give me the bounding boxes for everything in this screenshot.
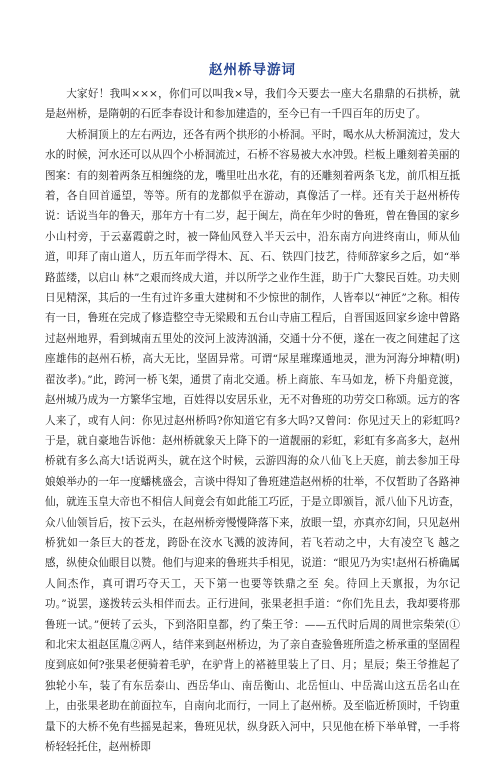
- paragraph-intro: 大家好！我叫×××，你们可以叫我×导，我们今天要去一座大名鼎鼎的石拱桥，就是赵州桥，是隋朝的石匠李春设计和参加建造的，至今已有一千四百年的历史了。: [45, 88, 460, 121]
- paragraph-body: 大桥洞顶上的左右两边，还各有两个拱形的小桥洞。平时，喝水从大桥洞流过，发大水的时候，河水还可以从四个小桥洞流过，石桥不容易被大水冲毁。栏板上雕刻着美丽的图案：有的刻着两条互相缠绕的龙，嘴里吐出水花，有的还雕刻着两条飞龙，前爪相互抵着，各自回首遥望，等等。所有的龙都似乎在游动，真像活了一样。还有关于赵州桥传说：话说当年的鲁天，那年方十有二岁，起于闽左，尚在年少时的鲁班，曾在鲁国的家乡小山村旁，于云嘉霞蔚之时，被一降仙风登入半天云中，沿东南方向进终南山，师从仙道，叩拜了南山道人，历五年而学得木、瓦、石、铁四门技艺，待师辞家乡之后，如“举路蓝缕，以启山 林”之艰而终成大道，并以所学之业作生涯，助于广大黎民百姓。功夫则日见精深，其后的一生有过许多重大建树和不少惊世的制作，人皆奉以“神匠”之称。相传有一日，鲁班在完成了修造整空寺无梁殿和五台山寺庙工程后，自晋国返回家乡途中曾路过赵州地界，看到城南五里处的洨河上波涛汹涌，交通十分不便，遂在一夜之间建起了这座雄伟的赵州石桥，高大无比，坚固异常。可谓“尿星璀璨通地灵，泄为河海分坤精(明)翟汝孝)。”此，跨河一桥飞架，通贯了南北交通。桥上商旅、车马如龙，桥下舟船竞渡，赵州城乃成为一方繁华宝地，百姓得以安居乐业，无不对鲁班的功劳交口称颂。远方的客人来了，或有人问：你见过赵州桥吗?你知道它有多大吗?又曾问：你见过天上的彩虹吗?于是，就自豪地告诉他：赵州桥就象天上降下的一道靓丽的彩虹，彩虹有多高多大，赵州桥就有多么高大!话说两头，就在这个时候，云游四海的众八仙飞上天庭，前去参加王母娘娘举办的一年一度蟠桃盛会，言谈中得知了鲁班建造赵州桥的壮举，不仅暂助了各路神仙，就连玉皇大帝也不相信人间竟会有如此能工巧匠，于是立即颁旨，派八仙下凡访查，众八仙领旨后，按下云头，在赵州桥旁慢慢降落下来，放眼一望，亦真亦幻间，只见赵州桥犹如一条巨大的苍龙，跨卧在洨水飞溅的波涛间，若飞若动之中，大有凌空飞 越之感，纵使众仙眼目以赞。他们与迎来的鲁班共手相见，说道：“眼见乃为实!赵州石桥确属人间杰作，真可谓巧夺天工，天下第一也要等铁鼎之至 矣。待回上天禀报，为尔记功。”说罢，遂拨转云头相伴而去。正行进间，张果老担手道：“你们先且去，我却要将那鲁班一试。”便转了云头，下到洛阳皇都，约了柴王爷：——五代时后周的周世宗柴荣(①和北宋太祖赵匡胤②两人，结伴来到赵州桥边，为了亲自查验鲁班所造之桥承重的坚固程度到底如何?张果老便骑着毛驴，在驴背上的褡裢里装上了日、月；星辰；柴王爷推起了独轮小车，装了有东岳泰山、西岳华山、南岳衡山、北岳恒山、中岳嵩山这五岳名山在上，由张果老助在前面拉车，自南向北而行，一同上了赵州桥。及至临近桥顶时，千钧重量下的大桥不免有些摇晃起来，鲁班见状，纵身跃入河中，只见他在桥下举单臂，一手将桥轻轻托住，赵州桥即: [45, 128, 460, 753]
- document-title: 赵州桥导游词: [209, 62, 296, 78]
